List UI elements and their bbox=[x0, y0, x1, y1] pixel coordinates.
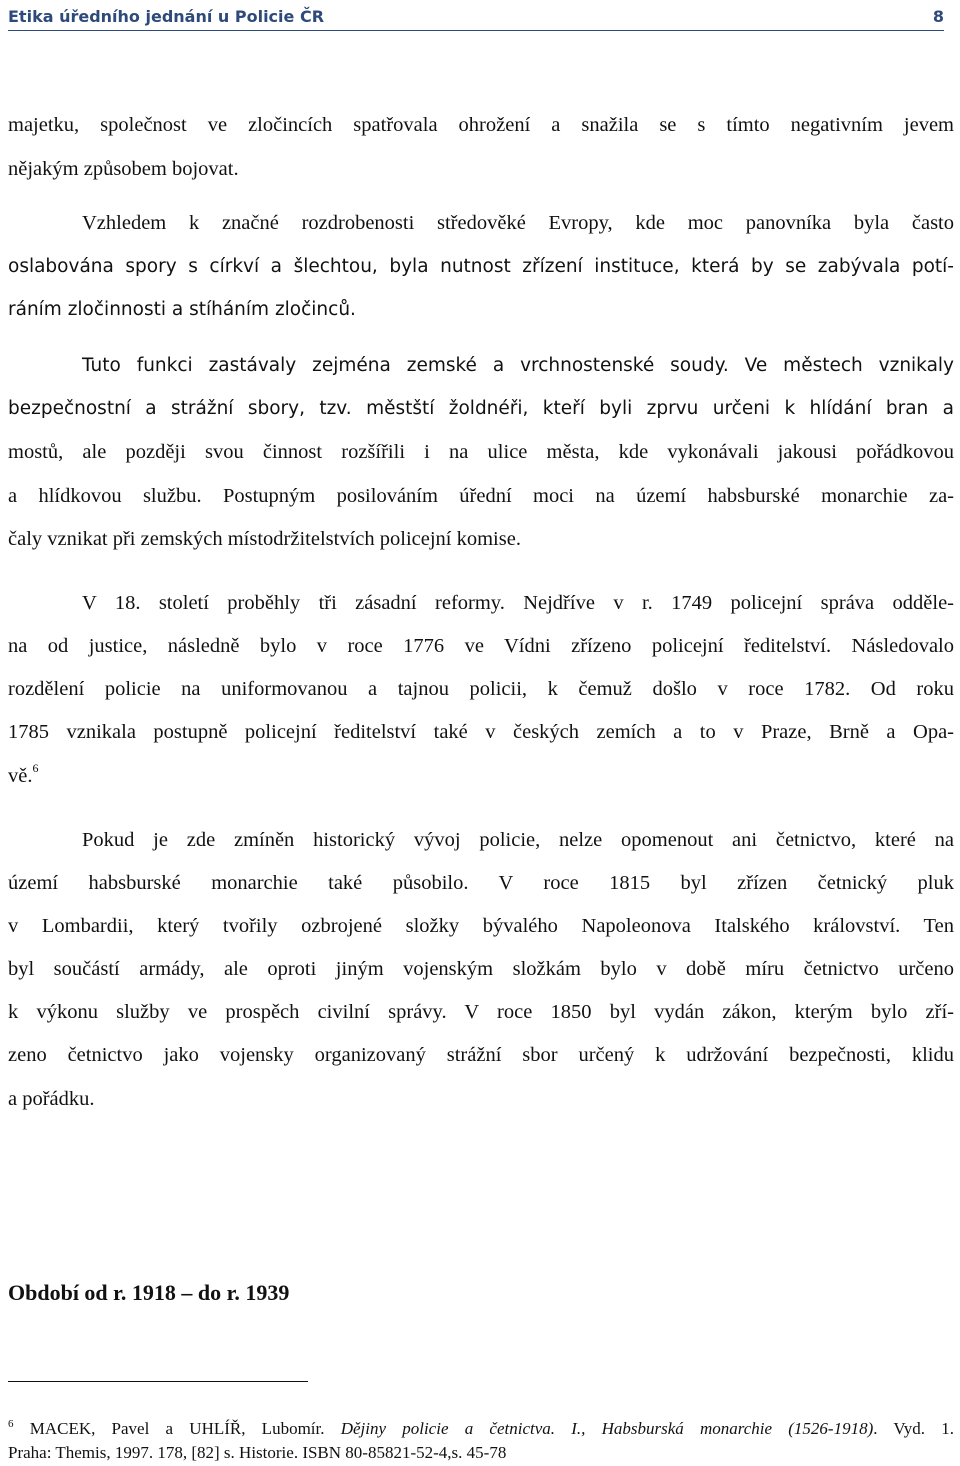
running-header bbox=[8, 6, 944, 31]
paragraph-5-line-1: Pokud je zde zmíněn historický vývoj policie, nelze opomenout ani četnictvo, které na bbox=[82, 829, 954, 851]
paragraph-4-line-1: V 18. století proběhly tři zásadní reformy. Nejdříve v r. 1749 policejní správa odděle- bbox=[82, 592, 954, 614]
footnote-separator bbox=[8, 1381, 308, 1382]
paragraph-5-line-7: a pořádku. bbox=[8, 1088, 95, 1110]
footnote-edition: . Vyd. 1. bbox=[873, 1419, 954, 1438]
section-heading: Období od r. 1918 – do r. 1939 bbox=[8, 1280, 290, 1305]
paragraph-2-line-1: Vzhledem k značné rozdrobenosti středověké Evropy, kde moc panovníka byla často bbox=[82, 212, 954, 234]
paragraph-1-line-1: majetku, společnost ve zločincích spatřovala ohrožení a snažila se s tímto negativním jevem bbox=[8, 114, 954, 136]
paragraph-2-line-3: ráním zločinnosti a stíháním zločinců. bbox=[8, 299, 356, 320]
footnote-line-2: Praha: Themis, 1997. 178, [82] s. Historie. ISBN 80-85821-52-4,s. 45-78 bbox=[8, 1443, 507, 1462]
paragraph-4-line-3: rozdělení policie na uniformovanou a tajnou policii, k čemuž došlo v roce 1782. Od roku bbox=[8, 678, 954, 700]
paragraph-5-line-6: zeno četnictvo jako vojensky organizovaný strážní sbor určený k udržování bezpečnosti, klidu bbox=[8, 1044, 954, 1066]
paragraph-3-line-1: Tuto funkci zastávaly zejména zemské a vrchnostenské soudy. Ve městech vznikaly bbox=[82, 355, 954, 376]
paragraph-3-line-4: a hlídkovou službu. Postupným posilováním úřední moci na území habsburské monarchie za- bbox=[8, 485, 954, 507]
footnote-reference[interactable]: 6 bbox=[32, 761, 39, 775]
page-number: 8 bbox=[932, 7, 944, 26]
paragraph-3-line-2: bezpečnostní a strážní sbory, tzv. městští žoldnéři, kteří byli zprvu určeni k hlídání bran a bbox=[8, 398, 954, 419]
paragraph-5-line-3: v Lombardii, který tvořily ozbrojené složky bývalého Napoleonova Italského království. Ten bbox=[8, 915, 954, 937]
paragraph-3-line-3: mostů, ale později svou činnost rozšířili i na ulice města, kde vykonávali jakousi pořádkovou bbox=[8, 441, 954, 463]
paragraph-2-line-2: oslabována spory s církví a šlechtou, byla nutnost zřízení instituce, která by se zabývala potí- bbox=[8, 256, 954, 277]
header-title: Etika úředního jednání u Policie ČR bbox=[8, 7, 325, 26]
footnote-line-1 bbox=[8, 1419, 954, 1441]
paragraph-5-line-5: k výkonu služby ve prospěch civilní správy. V roce 1850 byl vydán zákon, kterým bylo zří- bbox=[8, 1001, 954, 1023]
footnote-number: 6 bbox=[8, 1418, 14, 1430]
footnote-authors: MACEK, Pavel a UHLÍŘ, Lubomír. bbox=[13, 1419, 341, 1438]
paragraph-5-line-4: byl součástí armády, ale oproti jiným vojenským složkám bylo v době míru četnictvo určeno bbox=[8, 958, 954, 980]
paragraph-3-line-5: čaly vznikat při zemských místodržitelstvích policejní komise. bbox=[8, 528, 521, 550]
footnote-book-title: Dějiny policie a četnictva. I., Habsburská monarchie (1526-1918) bbox=[340, 1419, 874, 1438]
paragraph-4-line-2: na od justice, následně bylo v roce 1776 ve Vídni zřízeno policejní ředitelství. Následovalo bbox=[8, 635, 954, 657]
paragraph-1-line-2: nějakým způsobem bojovat. bbox=[8, 158, 239, 180]
paragraph-4-line-4: 1785 vznikala postupně policejní ředitelství také v českých zemích a to v Praze, Brně a Opa- bbox=[8, 721, 954, 743]
paragraph-5-line-2: území habsburské monarchie také působilo. V roce 1815 byl zřízen četnický pluk bbox=[8, 872, 954, 894]
paragraph-4-line-5-text: vě. bbox=[8, 765, 33, 787]
paragraph-4-line-5 bbox=[8, 761, 954, 790]
